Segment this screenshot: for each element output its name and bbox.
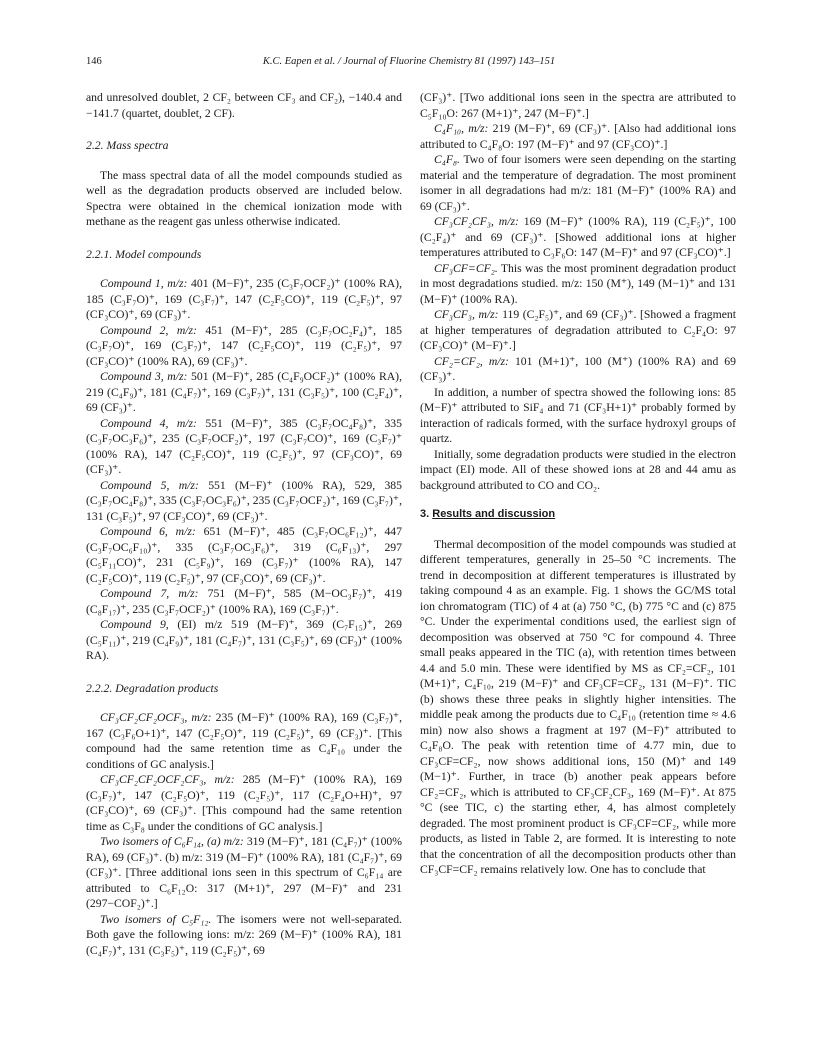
entry-text: 451 (M−F)⁺, 285 (C₃F₇OC₂F₄)⁺, 185 (C₃F₇O)⁺, 169 (C₃F₇)⁺, 147 (C₂F₅CO)⁺, 119 (C₂F₅)⁺, 97 (CF₃CO)⁺ (100% RA), 69 (CF₃)⁺. — [86, 323, 402, 368]
entry-text: 551 (M−F)⁺, 385 (C₃F₇OC₄F₈)⁺, 335 (C₃F₇OC₃F₆)⁺, 235 (C₃F₇OCF₂)⁺, 197 (C₃F₇CO)⁺, 169 (C₃F₇)⁺ (100% RA), 147 (C₂F₅CO)⁺, 119 (C₂F₅)⁺, 97 (CF₃CO)⁺, 69 (CF₃)⁺. — [86, 416, 402, 476]
paragraph-continued: and unresolved doublet, 2 CF₂ between CF₃ and CF₂), −140.4 and −141.7 (quartet, doublet, 2 CF). — [86, 91, 402, 120]
spectrum-entry — [86, 912, 402, 959]
section-heading: 2.2. Mass spectra — [86, 139, 169, 152]
entry-text: 219 (M−F)⁺, 69 (CF₃)⁺. [Also had additional ions attributed to C₄F₈O: 197 (M−F)⁺ and 97 (CF₃CO)⁺.] — [420, 122, 736, 151]
entry-label: Compound 4, m/z: — [100, 416, 197, 430]
entry-label: Compound 5, m/z: — [100, 478, 199, 492]
spectrum-entry — [86, 323, 402, 370]
section-number: 3. — [420, 508, 430, 520]
page-number: 146 — [86, 56, 102, 67]
entry-label: Two isomers of C₅F₁₂. — [100, 912, 212, 926]
running-title: K.C. Eapen et al. / Journal of Fluorine Chemistry 81 (1997) 143–151 — [262, 56, 556, 67]
entry-label: CF₃CF₂CF₃, m/z: — [434, 215, 519, 228]
entry-label: C₄F₁₀, m/z: — [434, 122, 489, 135]
spectrum-entry — [86, 834, 402, 912]
spectrum-entry — [420, 214, 736, 261]
spectrum-entry — [86, 524, 402, 586]
spectrum-entry — [420, 152, 736, 214]
paragraph-continued: (CF₃)⁺. [Two additional ions seen in the spectra are attributed to C₅F₁₀O: 267 (M+1)⁺, 247 (M−F)⁺.] — [420, 91, 736, 120]
entry-text: 319 (M−F)⁺, 181 (C₄F₇)⁺ (100% RA), 69 (CF₃)⁺. (b) m/z: 319 (M−F)⁺ (100% RA), 181 (C₄F₇)⁺, 69 (CF₃)⁺. [Three additional ions seen in this spectrum of C₆F₁₄ are attributed to C₆F₁₂O: 317 (M+1)⁺, 297 (M−F)⁺ and 231 (297−COF₂)⁺.] — [86, 835, 403, 910]
entry-label: Compound 6, m/z: — [100, 525, 196, 538]
paragraph: Thermal decomposition of the model compounds was studied at different temperatures, generally in 25–50 °C increments. The trend in decomposition at different temperatures is illustrated by taking compound 4 as an example. Fig. 1 shows the GC/MS total ion chromatogram (TIC) of 4 at (a) 750 °C, (b) 775 °C and (c) 875 °C. Under the experimental conditions used, the earliest sign of decomposition was observed at 750 °C for compound 4. Three small peaks appeared in the TIC (a), with retention times between 4.4 and 5.0 min. These were identified by MS as CF₂=CF₂, 101 (M+1)⁺, C₄F₁₀, 219 (M−F)⁺ and CF₃CF=CF₂, 131 (M−F)⁺. TIC (b) shows these three peaks in slightly higher intensities. The middle peak among the products due to C₄F₁₀ (retention time ≈ 4.6 min) now also shows a fragment at 197 (M−F)⁺ attributed to C₄F₈O. The peak with retention time of 4.77 min, due to CF₃CF=CF₂, now shows additional ions, 150 (M)⁺ and 149 (M−1)⁺. Further, in trace (b) another peak appears before CF₂=CF₂, which is attributed to CF₃CF₂CF₃, 169 (M−F)⁺. At 875 °C (see TIC, c) the starting ether, 4, has almost completely degraded. The most prominent product is CF₃CF=CF₂, while more products, as listed in Table 2, are formed. It is interesting to note that the concentration of all the decomposition products other than CF₃CF=CF₂ remains relatively low. One has to conclude that — [420, 537, 736, 876]
entry-label: Compound 7, m/z: — [100, 587, 199, 600]
spectrum-entry — [86, 586, 402, 617]
entry-text: 235 (M−F)⁺ (100% RA), 169 (C₃F₇)⁺, 167 (C₃F₆O+1)⁺, 147 (C₂F₅O)⁺, 119 (C₂F₅)⁺, 69 (CF₃)⁺. [This compound had the same retention time as C₄F₁₀ under the conditions of GC analysis.] — [86, 711, 403, 771]
entry-label: CF₃CF=CF₂. — [434, 261, 498, 275]
entry-label: CF₂=CF₂, m/z: — [434, 354, 509, 368]
entry-text: 119 (C₂F₅)⁺, and 69 (CF₃)⁺. [Showed a fragment at higher temperatures of degradation attributed to C₂F₄O: 97 (CF₃CO)⁺ (M−F)⁺.] — [420, 308, 737, 352]
spectrum-entry — [86, 276, 402, 323]
entry-text: This was the most prominent degradation product in most degradations studied. m/z: 150 (M⁺), 149 (M−1)⁺ and 131 (M−F)⁺ (100% RA). — [420, 261, 736, 306]
spectrum-entry — [86, 772, 402, 834]
spectrum-entry — [86, 478, 402, 525]
left-column — [86, 90, 402, 958]
spectrum-entry — [420, 121, 736, 152]
entry-text: 501 (M−F)⁺, 285 (C₄F₉OCF₂)⁺ (100% RA), 219 (C₄F₉)⁺, 181 (C₄F₇)⁺, 169 (C₃F₇)⁺, 131 (C₃F₅)⁺, 100 (C₂F₄)⁺, 69 (CF₃)⁺. — [86, 370, 402, 414]
entry-text: 651 (M−F)⁺, 485 (C₃F₇OC₆F₁₂)⁺, 447 (C₃F₇OC₆F₁₀)⁺, 335 (C₃F₇OC₃F₆)⁺, 319 (C₆F₁₃)⁺, 297 (C₅F₁₁CO)⁺, 231 (C₅F₉)⁺, 169 (C₃F₇)⁺ (100% RA), 147 (C₂F₅CO)⁺, 119 (C₂F₅)⁺, 97 (CF₃CO)⁺, 69 (CF₃)⁺. — [86, 525, 402, 585]
paragraph: In addition, a number of spectra showed the following ions: 85 (M−F)⁺ attributed to SiF₄ and 71 (CF₃H+1)⁺ probably formed by interaction of radicals formed, with the surface hydroxyl groups of quartz. — [420, 385, 736, 445]
paragraph: The mass spectral data of all the model compounds studied as well as the degradation products observed are included below. Spectra were obtained in the chemical ionization mode with methane as the reagent gas unless otherwise indicated. — [86, 168, 402, 228]
entry-text: 169 (M−F)⁺ (100% RA), 119 (C₂F₅)⁺, 100 (C₂F₄)⁺ and 69 (CF₃)⁺. [Showed additional ions at higher temperatures attributed to C₃F₆O: 147 (M−F)⁺ and 97 (CF₃CO)⁺.] — [420, 215, 737, 259]
section-heading-results — [420, 507, 736, 523]
entry-label: Compound 3, m/z: — [100, 370, 188, 383]
entry-text: Two of four isomers were seen depending on the starting material and the temperature of degradation. The most prominent isomer in all degradations had m/z: 181 (M−F)⁺ (100% RA) and 69 (CF₃)⁺. — [420, 153, 736, 213]
entry-text: 751 (M−F)⁺, 585 (M−OC₃F₇)⁺, 419 (C₈F₁₇)⁺, 235 (C₃F₇OCF₂)⁺ (100% RA), 169 (C₃F₇)⁺. — [86, 587, 402, 616]
entry-text: 285 (M−F)⁺ (100% RA), 169 (C₃F₇)⁺, 147 (C₂F₅O)⁺, 119 (C₂F₅)⁺, 117 (C₂F₄O+H)⁺, 97 (CF₃CO)⁺, 69 (CF₃)⁺. [This compound had the same retention time as C₃F₈ under the conditions of GC analysis.] — [86, 773, 402, 833]
entry-label: C₄F₈. — [434, 153, 460, 166]
section-heading: 2.2.2. Degradation products — [86, 681, 219, 695]
entry-label: Compound 1, m/z: — [100, 277, 188, 290]
spectrum-entry — [420, 354, 736, 385]
spectrum-entry — [420, 261, 736, 308]
spectrum-entry — [86, 617, 402, 664]
entry-label: CF₃CF₂CF₂OCF₃, m/z: — [100, 711, 212, 724]
section-title: Results and discussion — [432, 508, 556, 520]
entry-text: The isomers were not well-separated. Both gave the following ions: m/z: 269 (M−F)⁺ (100% RA), 181 (C₄F₇)⁺, 131 (C₃F₅)⁺, 119 (C₂F₅)⁺, 69 — [86, 912, 402, 957]
entry-label: Compound 2, m/z: — [100, 323, 197, 337]
spectrum-entry — [420, 307, 736, 354]
right-column — [420, 90, 736, 878]
entry-text: 401 (M−F)⁺, 235 (C₃F₇OCF₂)⁺ (100% RA), 185 (C₃F₇O)⁺, 169 (C₃F₇)⁺, 147 (C₂F₅CO)⁺, 119 (C₂F₅)⁺, 97 (CF₃CO)⁺, 69 (CF₃)⁺. — [86, 277, 402, 321]
entry-label: CF₃CF₃, m/z: — [434, 308, 499, 321]
spectrum-entry — [86, 710, 402, 772]
entry-label: CF₃CF₂CF₂OCF₂CF₃, m/z: — [100, 773, 235, 786]
entry-label: Two isomers of C₆F₁₄, (a) m/z: — [100, 835, 244, 848]
spectrum-entry — [86, 369, 402, 416]
paragraph: Initially, some degradation products were studied in the electron impact (EI) mode. All of these showed ions at 28 and 44 amu as background attributed to CO and CO₂. — [420, 447, 736, 492]
section-heading: 2.2.1. Model compounds — [86, 247, 202, 261]
entry-text: (EI) m/z 519 (M−F)⁺, 369 (C₇F₁₅)⁺, 269 (C₅F₁₁)⁺, 219 (C₄F₉)⁺, 181 (C₄F₇)⁺, 131 (C₃F₅)⁺, 69 (CF₃)⁺ (100% RA). — [86, 618, 402, 662]
entry-label: Compound 9, — [100, 618, 169, 631]
spectrum-entry — [86, 416, 402, 478]
entry-text: 551 (M−F)⁺ (100% RA), 529, 385 (C₃F₇OC₄F₈)⁺, 335 (C₃F₇OC₃F₆)⁺, 235 (C₃F₇OCF₂)⁺, 169 (C₃F₇)⁺, 131 (C₃F₅)⁺, 97 (CF₃CO)⁺, 69 (CF₃)⁺. — [86, 478, 402, 523]
running-header — [86, 56, 732, 70]
entry-text: 101 (M+1)⁺, 100 (M⁺) (100% RA) and 69 (CF₃)⁺. — [420, 354, 736, 383]
